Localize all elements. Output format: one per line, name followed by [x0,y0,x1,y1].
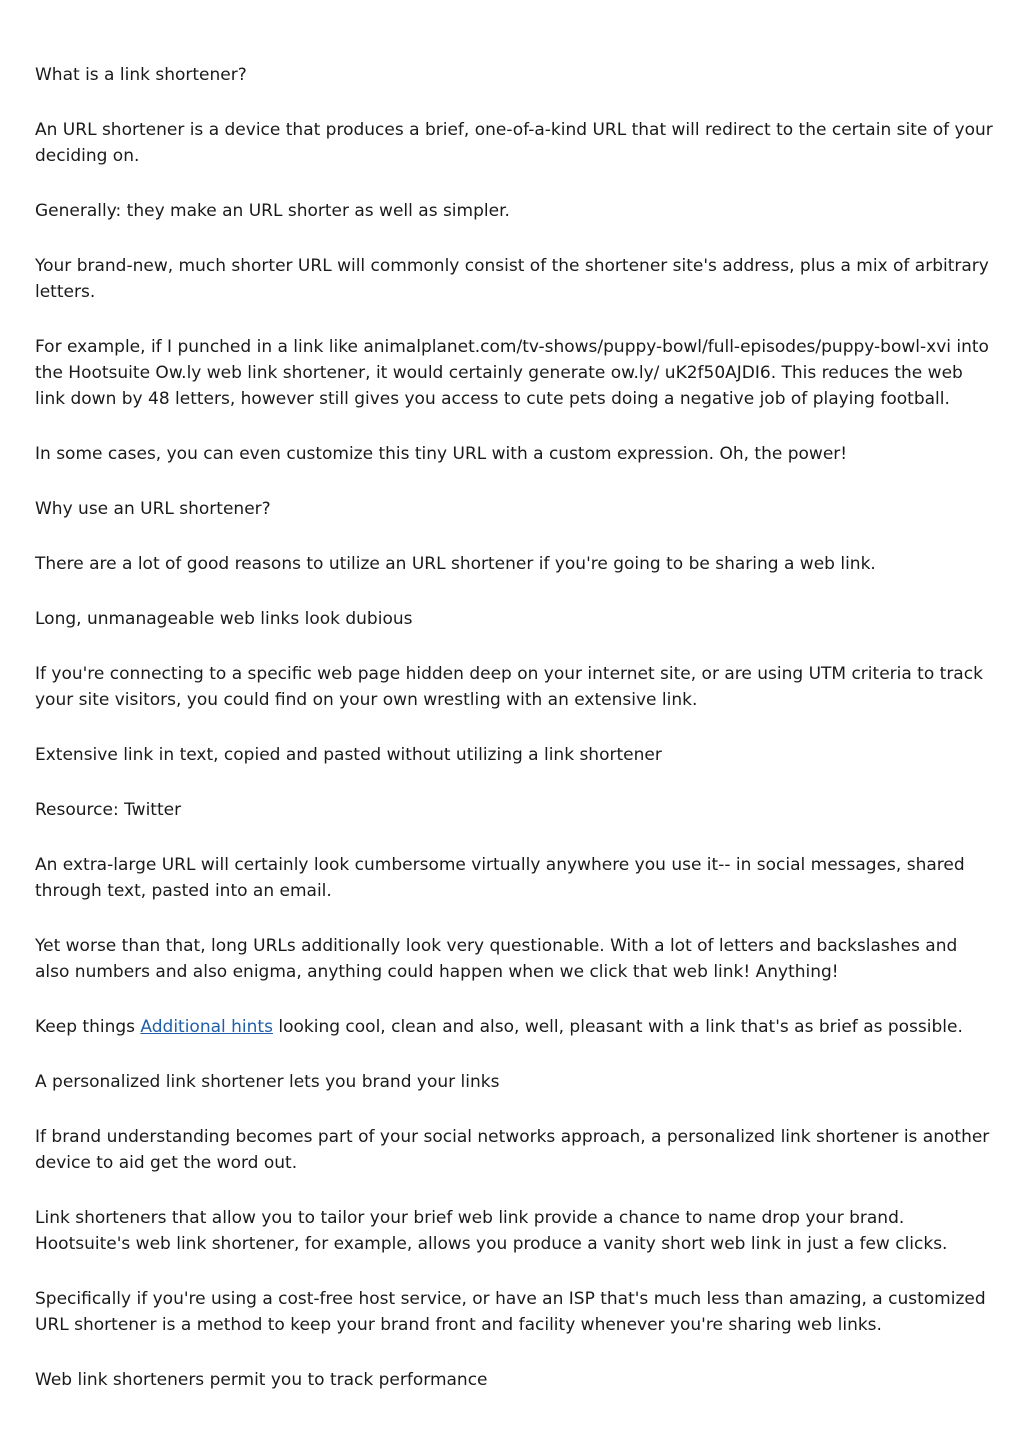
heading-long-links-dubious: Long, unmanageable web links look dubious [35,609,413,629]
paragraph-keep-things [35,1014,995,1040]
paragraph-good-reasons: There are a lot of good reasons to utilize an URL shortener if you're going to be sharing a web link. [35,554,876,574]
heading-track-performance: Web link shorteners permit you to track performance [35,1370,488,1390]
paragraph-brand-understanding: If brand understanding becomes part of your social networks approach, a personalized link shortener is another device to aid get the word out. [35,1127,990,1173]
paragraph-generally: Generally: they make an URL shorter as well as simpler. [35,201,510,221]
paragraph-specific-page: If you're connecting to a specific web page hidden deep on your internet site, or are using UTM criteria to track your site visitors, you could find on your own wrestling with an extensive link. [35,664,983,710]
paragraph-example: For example, if I punched in a link like animalplanet.com/tv-shows/puppy-bowl/full-episodes/puppy-bowl-xvi into the Hootsuite Ow.ly web link shortener, it would certainly generate ow.ly/ uK2f50AJDI6. This reduces the web link down by 48 letters, however still gives you access to cute pets doing a negative job of playing football. [35,337,989,409]
heading-what-is-link-shortener: What is a link shortener? [35,65,247,85]
paragraph-definition: An URL shortener is a device that produces a brief, one-of-a-kind URL that will redirect to the certain site of your deciding on. [35,120,993,166]
keep-things-before: Keep things [35,1017,141,1037]
caption-extensive-link: Extensive link in text, copied and pasted without utilizing a link shortener [35,745,662,765]
heading-personalized-shortener: A personalized link shortener lets you brand your links [35,1072,500,1092]
paragraph-customize: In some cases, you can even customize this tiny URL with a custom expression. Oh, the power! [35,444,848,464]
paragraph-tailor-link: Link shorteners that allow you to tailor your brief web link provide a chance to name drop your brand. Hootsuite's web link shortener, for example, allows you produce a vanity short web link in just a few clicks. [35,1208,948,1254]
keep-things-after: looking cool, clean and also, well, pleasant with a link that's as brief as possible. [272,1017,963,1037]
paragraph-questionable: Yet worse than that, long URLs additionally look very questionable. With a lot of letters and backslashes and also numbers and also enigma, anything could happen when we click that web link! Anything! [35,936,958,982]
caption-resource: Resource: Twitter [35,800,182,820]
document-body [35,62,995,1422]
paragraph-brand-new-url: Your brand-new, much shorter URL will commonly consist of the shortener site's address, plus a mix of arbitrary letters. [35,256,989,302]
heading-why-use: Why use an URL shortener? [35,499,271,519]
additional-hints-link[interactable]: Additional hints [140,1017,273,1037]
paragraph-extra-large-url: An extra-large URL will certainly look cumbersome virtually anywhere you use it-- in social messages, shared through text, pasted into an email. [35,855,965,901]
paragraph-free-host: Specifically if you're using a cost-free host service, or have an ISP that's much less than amazing, a customized URL shortener is a method to keep your brand front and facility whenever you're sharing web links. [35,1289,986,1335]
